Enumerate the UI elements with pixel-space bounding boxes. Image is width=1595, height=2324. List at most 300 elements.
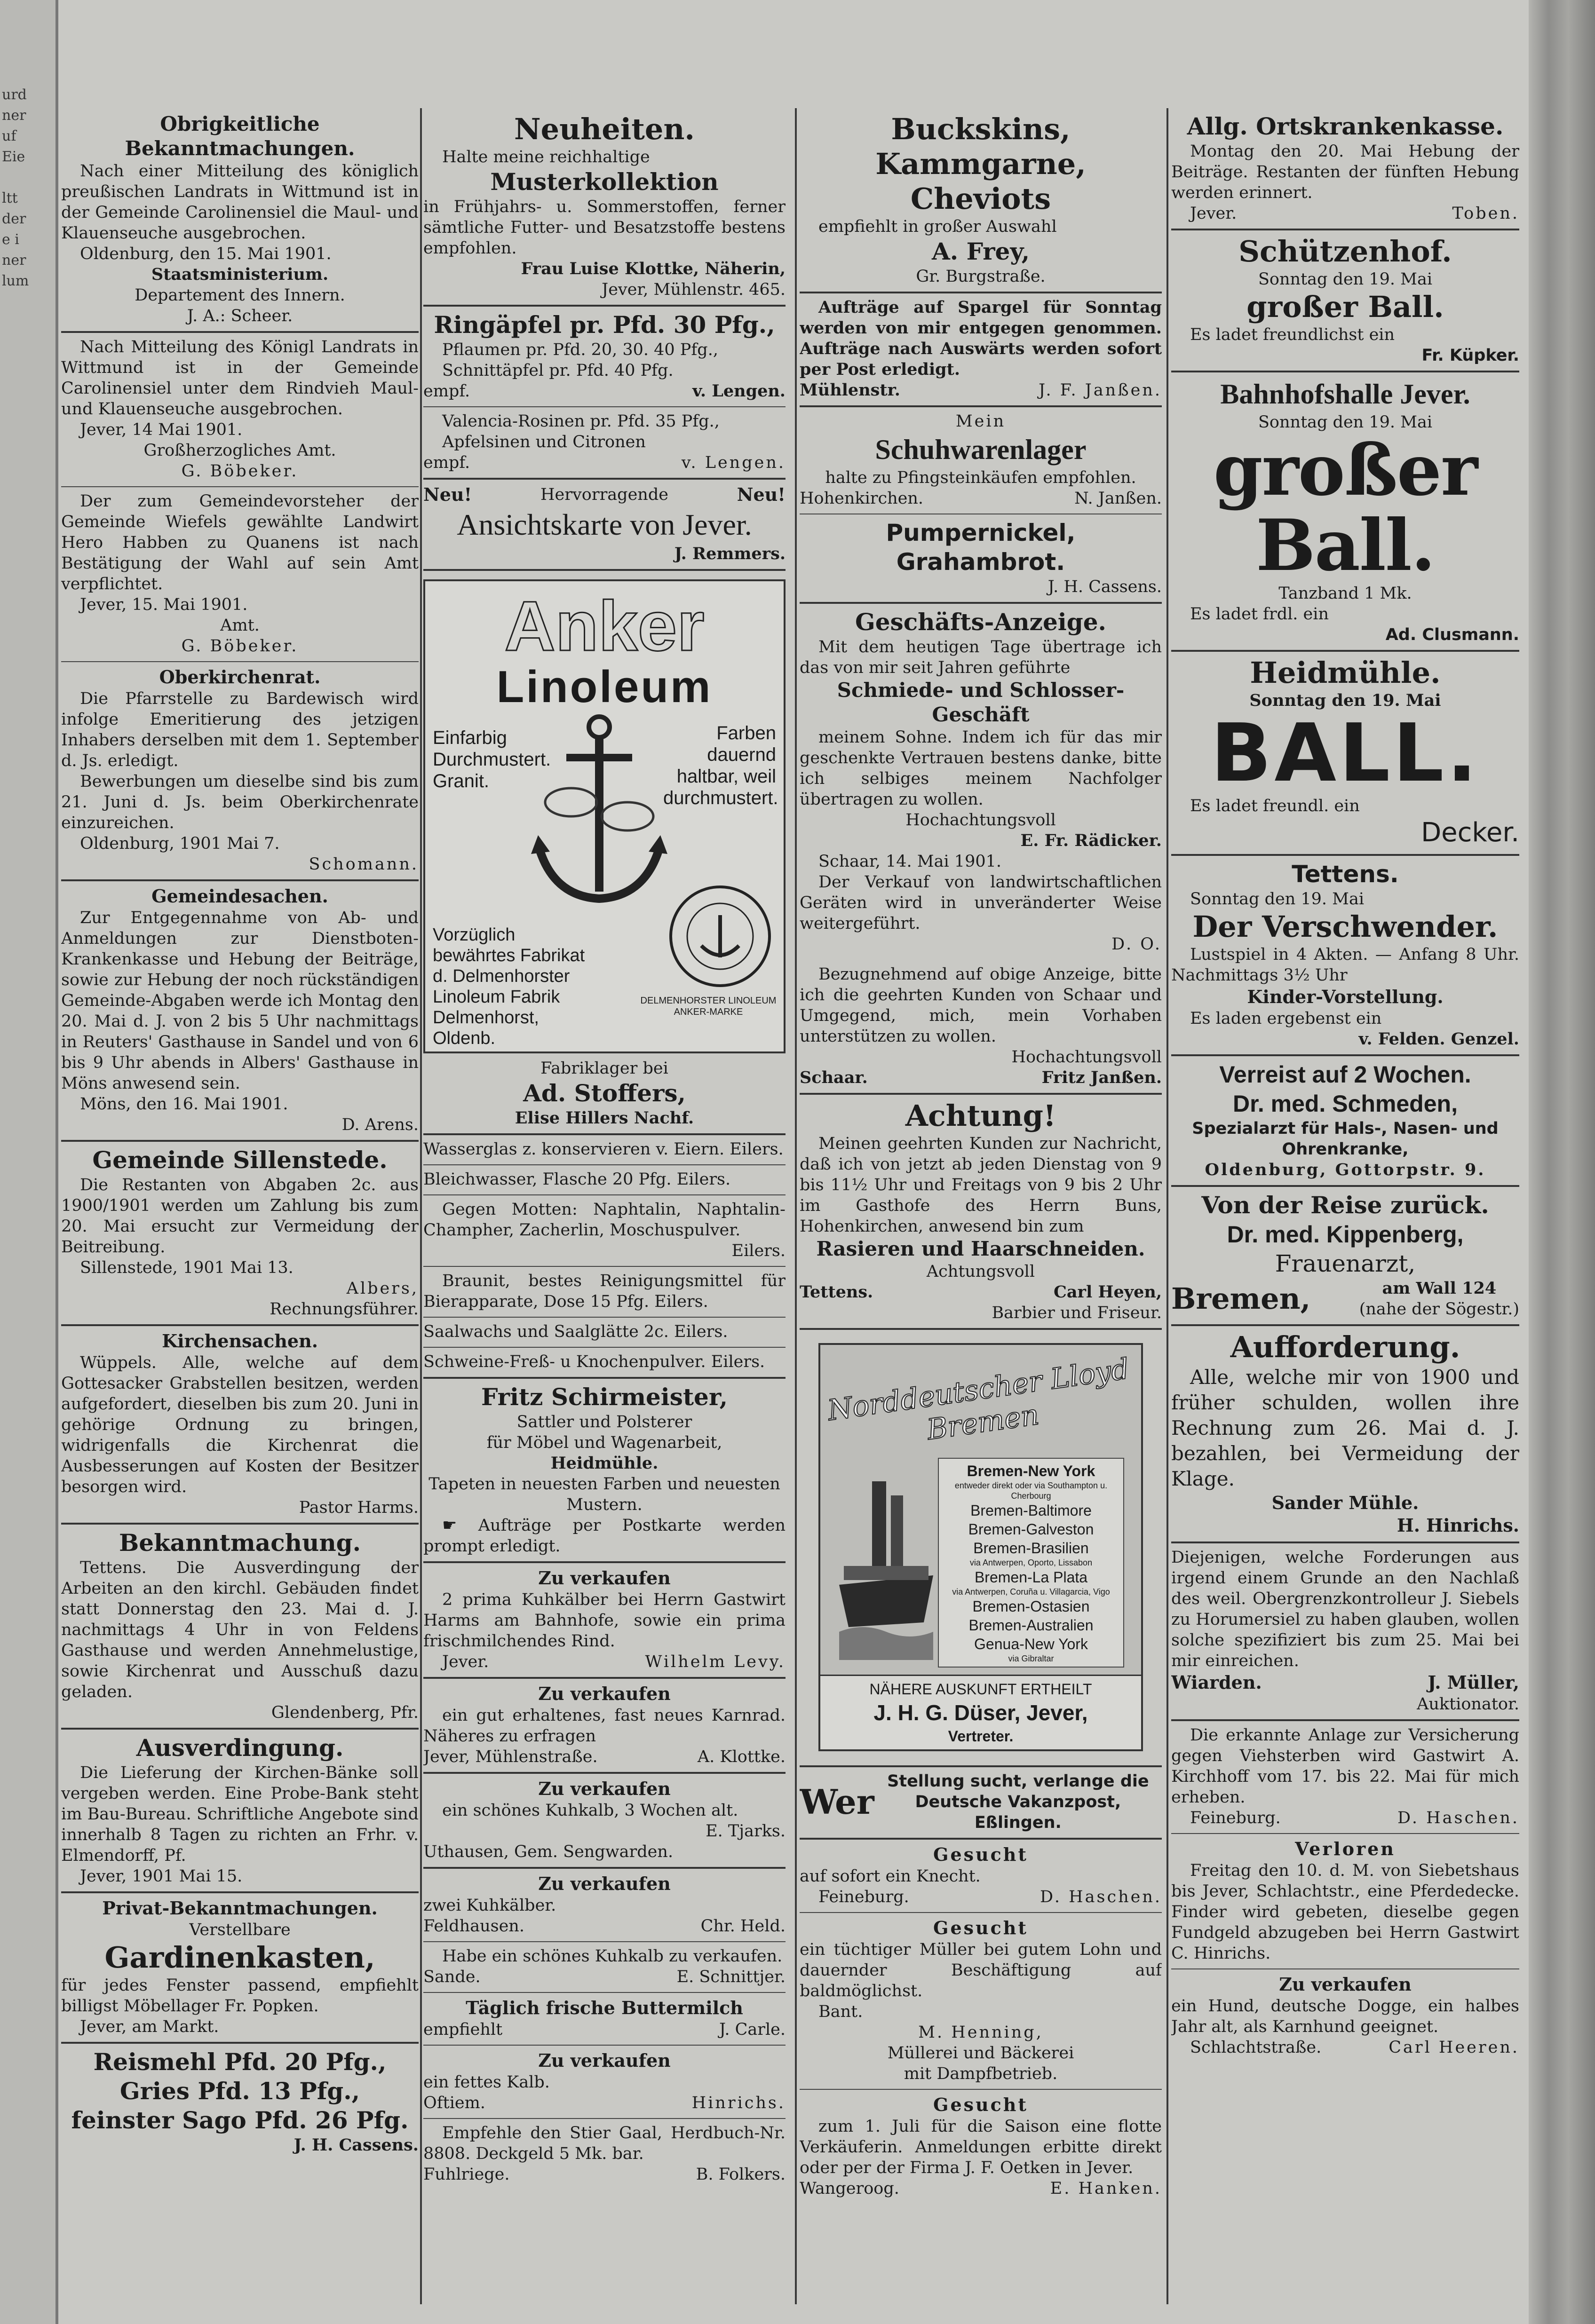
ad-place: Wangeroog.: [800, 2179, 899, 2198]
ad-buckskins: [800, 108, 1162, 293]
ad-signature: J. H. Cassens.: [1047, 577, 1162, 596]
ad-signature: Frau Luise Klottke, Näherin,: [521, 259, 786, 278]
route: Bremen-La Plata: [974, 1569, 1088, 1586]
ad-text: auf sofort ein Knecht.: [800, 1867, 981, 1886]
ad-schuhwarenlager: [800, 407, 1162, 514]
adjacent-page-fragment: uf: [2, 128, 16, 144]
ad-text: Alle, welche mir von 1900 und früher schulden, wollen ihre Rechnung zum 26. Mai d. J. bezahlen, bei Vermeidung der Klage.: [1171, 1366, 1519, 1490]
ad-title: Tettens.: [1292, 861, 1399, 888]
ad-address: Oldenburg, Gottorpstr. 9.: [1205, 1160, 1486, 1179]
ad-line: Reismehl Pfd. 20 Pfg.,: [93, 2048, 387, 2076]
page-stack-edge: [1529, 0, 1595, 2324]
ad-title: Zu verkaufen: [1279, 1974, 1412, 1995]
anchor-icon: [524, 713, 675, 910]
notice-signature: Glendenberg, Pfr.: [271, 1703, 419, 1722]
ad-text: ein schönes Kuhkalb, 3 Wochen alt.: [442, 1801, 738, 1820]
ad-tettens-theater: [1171, 856, 1519, 1056]
lloyd-footer-line: NÄHERE AUSKUNFT ERTHEILT: [869, 1681, 1092, 1698]
ad-name: Dr. med. Kippenberg,: [1227, 1221, 1464, 1248]
ad-title: Von der Reise zurück.: [1201, 1191, 1489, 1219]
ad-signature: H. Hinrichs.: [1397, 1515, 1519, 1536]
steamship-icon: [839, 1462, 933, 1660]
ad-signature: D. Haschen.: [1397, 1809, 1519, 1827]
ad-line: Valencia-Rosinen pr. Pfd. 35 Pfg.,: [442, 412, 720, 431]
route-note: via Antwerpen, Coruña u. Villagarcia, Vigo: [952, 1587, 1110, 1597]
section-title: Gemeindesachen.: [151, 885, 328, 907]
ad-line: Schnittäpfel pr. Pfd. 40 Pfg.: [442, 361, 674, 380]
lloyd-title: Norddeutscher Lloyd Bremen: [825, 1352, 1131, 1447]
ad-place: Sander Mühle.: [1271, 1492, 1419, 1513]
ad-signature: v. Felden. Genzel.: [1358, 1029, 1519, 1049]
notice-signature: Albers,: [346, 1279, 419, 1298]
ad-title-line: Buckskins,: [891, 112, 1071, 146]
route: Bremen-Brasilien: [973, 1540, 1089, 1557]
linoleum-right-text: Farben dauernd haltbar, weil durchmustert.: [663, 723, 778, 808]
ad-signature: Chr. Held.: [700, 1917, 786, 1936]
ad-pretext: Mein: [955, 412, 1006, 431]
ad-title: Neuheiten.: [514, 112, 695, 146]
ad-note-text: Aufträge per Postkarte werden prompt erledigt.: [423, 1516, 786, 1556]
route: Bremen-Ostasien: [972, 1598, 1090, 1615]
ad-eilers-5: [423, 1318, 786, 1348]
ad-place: Heidmühle.: [550, 1454, 659, 1473]
ad-play: Der Verschwender.: [1192, 909, 1498, 944]
ad-line: Schweine-Freß- u Knochenpulver. Eilers.: [423, 1352, 765, 1371]
adjacent-page-fragment: ltt: [2, 190, 18, 206]
ad-text: ein tüchtiger Müller bei gutem Lohn und dauernder Beschäftigung auf baldmöglichst.: [800, 1940, 1162, 2000]
ad-regards: Hochachtungsvoll: [1011, 1048, 1162, 1067]
ad-text: Es ladet freundl. ein: [1190, 797, 1360, 815]
ad-signature: M. Henning,: [918, 2023, 1043, 2042]
ad-neu-right: Neu!: [737, 484, 786, 505]
route: Bremen-Baltimore: [970, 1502, 1092, 1519]
ad-event: großer Ball.: [1213, 429, 1477, 587]
ad-address: am Wall 124: [1382, 1279, 1497, 1298]
ad-line: Gegen Motten: Naphtalin, Naphtalin-Champher, Zacherlin, Moschuspulver.: [423, 1200, 786, 1240]
ad-text: Die erkannte Anlage zur Versicherung gegen Viehsterben wird Gastwirt A. Kirchhoff vom 17. bis 22. Mai für mich erheben.: [1171, 1726, 1519, 1807]
ad-city: Bremen,: [1171, 1281, 1311, 1316]
ad-spec: Spezialarzt für Hals-, Nasen- und Ohrenkranke,: [1192, 1119, 1499, 1159]
anker-word: Anker: [504, 586, 705, 665]
notice-signature: G. Böbeker.: [181, 637, 299, 656]
ad-pretext: Halte meine reichhaltige: [442, 148, 650, 166]
adjacent-page-fragment: ner: [2, 107, 26, 124]
ad-vakanzpost: [800, 1767, 1162, 1840]
ad-kuhkalb-schnittjer: [423, 1942, 786, 1993]
ad-signature: Fr. Küpker.: [1421, 346, 1519, 365]
notice-wittmund: [61, 333, 419, 487]
ad-place: Jever, Mühlenstraße.: [423, 1747, 598, 1766]
ad-line: Gries Pfd. 13 Pfg.,: [119, 2077, 360, 2105]
notice-gemeindesachen: [61, 881, 419, 1142]
ad-gesucht-mueller: [800, 1913, 1162, 2090]
ad-line: Pflaumen pr. Pfd. 20, 30. 40 Pfg.,: [442, 340, 718, 359]
ad-text: Es ladet freundlichst ein: [1190, 325, 1395, 344]
ad-schuetzenhof: [1171, 230, 1519, 372]
ad-nachlass-siebels: [1171, 1543, 1519, 1721]
notice-ausverdingung: [61, 1730, 419, 1893]
section-title: Kirchensachen.: [162, 1330, 318, 1352]
ad-role: Barbier und Friseur.: [992, 1304, 1162, 1322]
ad-place: Wiarden.: [1171, 1672, 1262, 1693]
ad-achtung-friseur: [800, 1095, 1162, 1330]
ad-text: Meinen geehrten Kunden zur Nachricht, daß ich von jetzt ab jeden Dienstag von 9 bis 11½ Uhr und Freitags von 9 bis 2 Uhr im Gasthofe des Herrn Buns, Hohenkirchen, anwesend bin zum: [800, 1134, 1162, 1236]
column-rule: [420, 108, 422, 2304]
ad-text: Freitag den 10. d. M. von Siebetshaus bis Jever, Schlachtstr., eine Pferdedecke. Finder wird gebeten, dieselbe gegen Fundgeld abzugeben bei Herrn Gastwirt C. Hinrichs.: [1171, 1861, 1519, 1963]
column-1: [61, 108, 419, 2304]
ad-signature: J. H. Cassens.: [294, 2135, 419, 2155]
ad-title: Schuhwarenlager: [875, 434, 1087, 465]
ad-line: Braunit, bestes Reinigungsmittel für Bierapparate, Dose 15 Pfg. Eilers.: [423, 1272, 786, 1311]
ad-signature: J. F. Janßen.: [1039, 381, 1162, 400]
ad-signature: E. Fr. Rädicker.: [1020, 831, 1162, 850]
notice-date: Jever, 15. Mai 1901.: [80, 595, 248, 614]
notice-date: Sillenstede, 1901 Mai 13.: [80, 1258, 294, 1277]
ad-neuheiten: [423, 108, 786, 307]
ad-date: Sonntag den 19. Mai: [1249, 691, 1441, 710]
ad-business: Schmiede- und Schlosser-Geschäft: [837, 679, 1125, 726]
route-note: via Gibraltar: [1008, 1654, 1054, 1663]
ad-place: Jever.: [1190, 204, 1237, 223]
ad-ringaepfel: [423, 307, 786, 407]
column-4: [1171, 108, 1519, 2304]
ad-kippenberg: [1171, 1187, 1519, 1326]
lloyd-agent-role: Vertreter.: [948, 1728, 1014, 1745]
column-rule: [795, 108, 797, 2304]
ad-pretext: Verstellbare: [189, 1921, 291, 1939]
ad-title: Zu verkaufen: [538, 1778, 671, 1799]
ad-signature-line: mit Dampfbetrieb.: [904, 2064, 1058, 2083]
ad-product: Musterkollektion: [490, 168, 719, 196]
ad-verloren: [1171, 1834, 1519, 1969]
ad-date: Schaar, 14. Mai 1901.: [818, 852, 1001, 871]
ad-text: Bezugnehmend auf obige Anzeige, bitte ich die geehrten Kunden von Schaar und Umgegend, mich, mein Vorhaben unterstützen zu wollen.: [800, 965, 1162, 1046]
ad-spec: Frauenarzt,: [1275, 1250, 1416, 1277]
ad-title: Geschäfts-Anzeige.: [855, 608, 1106, 636]
ad-text: 2 prima Kuhkälber bei Herrn Gastwirt Harms am Bahnhofe, sowie ein prima frischmilchendes Rind.: [423, 1590, 786, 1651]
ad-place: Oftiem.: [423, 2094, 485, 2112]
ad-pumpernickel: [800, 514, 1162, 604]
notice-bekanntmachung: [61, 1525, 419, 1730]
ad-eilers-1: [423, 1135, 786, 1165]
ad-signature: v. Lengen.: [681, 453, 786, 472]
notice-date: Oldenburg, 1901 Mai 7.: [80, 834, 280, 853]
ad-signature: B. Folkers.: [696, 2165, 786, 2184]
section-title: Oberkirchenrat.: [159, 666, 321, 688]
ad-signature: E. Tjarks.: [706, 1822, 786, 1841]
notice-text: Die Pfarrstelle zu Bardewisch wird infolge Emeritierung des jetzigen Inhabers derselben mit dem 1. September d. Js. erledigt.: [61, 689, 419, 770]
ad-geschaefts-anzeige: [800, 604, 1162, 1095]
notice-sillenstede: [61, 1142, 419, 1326]
notice-text: Der zum Gemeindevorsteher der Gemeinde Wiefels gewählte Landwirt Hero Habben zu Quanens ist nach Bestätigung der Wahl auf sein Amt verpflichtet.: [61, 492, 419, 593]
ad-text: Deutsche Vakanzpost, Eßlingen.: [915, 1793, 1121, 1832]
adjacent-page-fragment: Eie: [2, 149, 25, 165]
lloyd-agent: J. H. G. Düser, Jever,: [873, 1700, 1088, 1725]
ad-text: zum 1. Juli für die Saison eine flotte Verkäuferin. Anmeldungen erbitte direkt oder per der Firma J. F. Oetken in Jever.: [800, 2117, 1162, 2177]
ad-regards: Achtungsvoll: [926, 1262, 1035, 1281]
notice-oberkirchenrat: [61, 662, 419, 881]
ad-schmeden: [1171, 1056, 1519, 1187]
linoleum-left-text: Einfarbig Durchmustert. Granit.: [433, 727, 551, 791]
ad-eilers-2: [423, 1165, 786, 1195]
notice-signature: J. A.: Scheer.: [187, 307, 293, 325]
ad-place: Schaar.: [800, 1068, 868, 1087]
ad-title: Gesucht: [933, 1917, 1028, 1938]
ad-title-line: Grahambrot.: [896, 548, 1065, 576]
ad-text: in Frühjahrs- u. Sommerstoffen, ferner sämtliche Futter- und Besatzstoffe bestens empfohlen.: [423, 198, 786, 258]
section-title: Obrigkeitliche Bekanntmachungen.: [125, 112, 355, 160]
ad-cassens-grocery: [61, 2044, 419, 2160]
ad-ortskrankenkasse: [1171, 108, 1519, 230]
ad-text: Montag den 20. Mai Hebung der Beiträge. Restanten der fünften Hebung werden erinnert.: [1171, 142, 1519, 202]
ad-title: Verreist auf 2 Wochen.: [1219, 1061, 1471, 1088]
ad-hund-zu-verkaufen: [1171, 1969, 1519, 2063]
ad-title: Zu verkaufen: [538, 1567, 671, 1589]
ad-title-line: Cheviots: [910, 182, 1051, 216]
notice-authority: Staatsministerium.: [151, 265, 329, 284]
ad-place: Feineburg.: [1190, 1809, 1281, 1827]
adjacent-page-fragment: urd: [2, 87, 27, 103]
notice-text: Bewerbungen um dieselbe sind bis zum 21. Juni d. Js. beim Oberkirchenrate einzureichen.: [61, 772, 419, 832]
section-title: Privat-Bekanntmachungen.: [102, 1897, 378, 1919]
notice-date: Jever, 14 Mai 1901.: [80, 420, 243, 439]
ad-eilers-6: [423, 1348, 786, 1379]
ad-bahnhofshalle: [1171, 372, 1519, 652]
ad-signature: E. Schnittjer.: [676, 1968, 786, 1986]
ad-place: Jever, Mühlenstr. 465.: [602, 280, 786, 299]
notice-text: Nach Mitteilung des Königl Landrats in Wittmund ist in der Gemeinde Carolinensiel unter dem Rindvieh Maul- und Klauenseuche ausgebrochen.: [61, 338, 419, 419]
section-title: Ausverdingung.: [136, 1734, 344, 1762]
ad-event: großer Ball.: [1246, 290, 1444, 324]
ad-text: zwei Kuhkälber.: [423, 1896, 556, 1915]
lloyd-routes: [938, 1458, 1124, 1668]
ad-signature: Eilers.: [731, 1241, 786, 1260]
ad-product: Gardinenkasten,: [104, 1940, 375, 1975]
section-title: Bekanntmachung.: [119, 1529, 361, 1557]
ad-firm: A. Frey,: [931, 237, 1030, 265]
ad-signature: J. Müller,: [1428, 1672, 1519, 1693]
ad-text: Lustspiel in 4 Akten. — Anfang 8 Uhr. Nachmittags 3½ Uhr: [1171, 945, 1519, 985]
ad-service: Rasieren und Haarschneiden.: [816, 1237, 1145, 1260]
ad-title: Heidmühle.: [1250, 656, 1441, 690]
ad-buttermilch: [423, 1993, 786, 2046]
ad-wer: Wer: [800, 1782, 874, 1822]
ad-stier-gaal: [423, 2119, 786, 2190]
route: Bremen-Galveston: [968, 1521, 1094, 1538]
ad-text: Mit dem heutigen Tage übertrage ich das von mir seit Jahren geführte: [800, 638, 1162, 677]
ad-date: Sonntag den 19. Mai: [1190, 890, 1365, 909]
ad-text: empfiehlt in großer Auswahl: [818, 217, 1057, 236]
adjacent-page-fragment: ner: [2, 252, 26, 269]
notice-department: Departement des Innern.: [135, 286, 345, 305]
ad-empf: empf.: [423, 382, 470, 401]
ad-pretext: Hervorragende: [540, 485, 668, 504]
ad-place: Tettens.: [800, 1282, 873, 1302]
ad-viehsterben: [1171, 1721, 1519, 1834]
ad-date: Sonntag den 19. Mai: [1258, 270, 1433, 289]
ad-title: Aufforderung.: [1230, 1330, 1460, 1364]
notice-text: Nach einer Mitteilung des königlich preußischen Landrats in Wittmund ist in der Gemeinde Carolinensiel die Maul- und Klauenseuche ausgebrochen.: [61, 162, 419, 243]
ad-place: Jever.: [442, 1652, 489, 1671]
ad-title: Gesucht: [933, 1844, 1028, 1865]
notice-kirchensachen: [61, 1326, 419, 1525]
lloyd-illustration: [818, 1343, 1143, 1751]
ad-signature: Ad. Clusmann.: [1385, 625, 1519, 644]
ad-title: Verloren: [1295, 1838, 1396, 1859]
ad-event: BALL.: [1210, 707, 1480, 800]
notice-signature: G. Böbeker.: [181, 462, 299, 481]
ad-text: Der Verkauf von landwirtschaftlichen Geräten wird in unveränderter Weise weitergeführt.: [800, 873, 1162, 933]
ad-title: Allg. Ortskrankenkasse.: [1187, 112, 1504, 140]
ad-text: Tanzband 1 Mk.: [1278, 584, 1412, 603]
ad-place: Feldhausen.: [423, 1917, 524, 1936]
ad-line: Apfelsinen und Citronen: [442, 433, 646, 451]
ad-text: Stellung sucht, verlange die: [887, 1772, 1149, 1791]
ad-firm-sub: Elise Hillers Nachf.: [515, 1108, 694, 1128]
ad-signature: Fritz Janßen.: [1041, 1068, 1162, 1087]
ad-valencia-rosinen: [423, 407, 786, 480]
anker-linoleum-illustration: [423, 579, 786, 1053]
notice-gemeindevorsteher: [61, 487, 419, 662]
ad-neu-left: Neu!: [423, 484, 472, 505]
ad-line: für Möbel und Wagenarbeit,: [486, 1433, 722, 1452]
ad-empf: empf.: [423, 453, 470, 472]
column-rule: [1166, 108, 1168, 2304]
ad-role: Auktionator.: [1417, 1695, 1519, 1714]
route: Genua-New York: [974, 1636, 1088, 1652]
notice-maul-klauenseuche: [61, 108, 419, 333]
notice-text: Zur Entgegennahme von Ab- und Anmeldungen zur Dienstboten-Krankenkasse und Hebung der Beiträge, sowie zur Hebung der noch rückständigen Gemeinde-Abgaben werde ich Montag den 20. Mai d. J. von 2 bis 5 Uhr nachmittags in Reuters' Gasthause in Sandel und von 6 bis 9 Uhr abends in Albers' Gasthause in Möns anwesend sein.: [61, 909, 419, 1093]
ad-title: Täglich frische Buttermilch: [466, 1997, 743, 2018]
ad-aufforderung: [1171, 1326, 1519, 1543]
ad-text: meinem Sohne. Indem ich für das mir geschenkte Vertrauen bestens danke, bitte ich selbiges meinem Nachfolger übertragen zu wollen.: [800, 728, 1162, 809]
notice-authority: Großherzogliches Amt.: [143, 441, 336, 460]
ad-pretext: Fabriklager bei: [540, 1059, 668, 1078]
ad-signature: Carl Heyen,: [1053, 1282, 1162, 1302]
lloyd-footer: [820, 1675, 1141, 1749]
ad-line: Sattler und Polsterer: [516, 1413, 692, 1431]
ad-zu-verkaufen-klottke: [423, 1679, 786, 1774]
ad-date: Sonntag den 19. Mai: [1258, 413, 1433, 432]
ad-spargel: [800, 293, 1162, 407]
notice-authority: Amt.: [220, 616, 260, 635]
ad-signature: Toben.: [1452, 204, 1519, 223]
ad-text: Aufträge auf Spargel für Sonntag werden von mir entgegen genommen. Aufträge nach Auswärts werden sofort per Post erledigt.: [800, 298, 1162, 379]
column-3: [800, 108, 1162, 2304]
ad-signature: Wilhelm Levy.: [645, 1652, 786, 1671]
ad-gesucht-knecht: [800, 1840, 1162, 1913]
ad-text: Es ladet frdl. ein: [1190, 605, 1329, 624]
ad-line: Saalwachs und Saalglätte 2c. Eilers.: [423, 1322, 728, 1341]
ad-text: Tapeten in neuesten Farben und neuesten Mustern.: [429, 1475, 780, 1514]
notice-signature: Schomann.: [309, 855, 419, 874]
ad-text: Habe ein schönes Kuhkalb zu verkaufen.: [442, 1947, 783, 1966]
notice-text: Tettens. Die Ausverdingung der Arbeiten an den kirchl. Gebäuden findet statt Donnerstag den 23. Mai d. J. nachmittags 4 Uhr in von Feldens Gasthause und werden Annehmelustige, sowie Kirchenrat und Ausschuß dazu geladen.: [61, 1558, 419, 1701]
ad-signature-line: Müllerei und Bäckerei: [887, 2044, 1074, 2063]
ad-gesucht-verkaeuferin: [800, 2090, 1162, 2204]
ad-title: Fritz Schirmeister,: [481, 1383, 728, 1411]
notice-signature: D. Arens.: [341, 1115, 419, 1134]
ad-signature: Decker.: [1421, 817, 1519, 848]
ad-title: Zu verkaufen: [538, 1683, 671, 1704]
ad-place: Bant.: [818, 2002, 863, 2021]
ad-ansichtskarte: [423, 480, 786, 571]
ad-text: halte zu Pfingsteinkäufen empfohlen.: [825, 468, 1136, 487]
ad-title: Achtung!: [905, 1099, 1056, 1133]
adjacent-page-fragment: e i: [2, 231, 19, 248]
ad-eilers-3: [423, 1195, 786, 1267]
notice-text: Die Lieferung der Kirchen-Bänke soll vergeben werden. Eine Probe-Bank steht im Bau-Bureau. Schriftliche Angebote sind innerhalb 8 Tagen zu richten an Frhr. v. Elmendorff, Pf.: [61, 1763, 419, 1865]
notice-text: Die Restanten von Abgaben 2c. aus 1900/1901 werden um Zahlung bis zum 20. Mai ersucht zur Vermeidung der Beitreibung.: [61, 1176, 419, 1257]
ad-signature: N. Janßen.: [1074, 489, 1162, 508]
seal-text: DELMENHORSTER LINOLEUM ANKER-MARKE: [640, 996, 777, 1017]
ad-place: Feineburg.: [818, 1888, 909, 1906]
ad-line: feinster Sago Pfd. 26 Pfg.: [71, 2106, 409, 2134]
ad-norddeutscher-lloyd: [800, 1330, 1162, 1767]
ad-text: für jedes Fenster passend, empfiehlt billigst Möbellager Fr. Popken.: [61, 1976, 419, 2016]
ad-place: Fuhlriege.: [423, 2165, 510, 2184]
ad-gardinenkasten: [61, 1893, 419, 2044]
ad-zu-verkaufen-hinrichs: [423, 2046, 786, 2119]
notice-date: Oldenburg, den 15. Mai 1901.: [80, 245, 332, 263]
adjacent-page-edge: [0, 0, 58, 2324]
ad-empf: empfiehlt: [423, 2020, 503, 2039]
ad-title: Schützenhof.: [1238, 234, 1452, 269]
ad-signature: Hinrichs.: [691, 2094, 786, 2112]
ad-address-note: (nahe der Sögestr.): [1359, 1300, 1519, 1319]
ad-place: Schlachtstraße.: [1190, 2038, 1322, 2057]
ad-text: ein Hund, deutsche Dogge, ein halbes Jahr alt, als Karnhund geeignet.: [1171, 1997, 1519, 2036]
adjacent-page-text: [0, 0, 56, 292]
ad-signature: J. Remmers.: [674, 544, 786, 563]
route: Bremen-Australien: [968, 1617, 1094, 1634]
ad-signature: v. Lengen.: [692, 381, 786, 401]
notice-date: Jever, 1901 Mai 15.: [80, 1867, 243, 1886]
ad-signature: D. O.: [1111, 935, 1162, 954]
column-2: [423, 108, 786, 2304]
ad-place: Mühlenstr.: [800, 380, 900, 400]
ad-signature: D. Haschen.: [1040, 1888, 1162, 1906]
adjacent-page-fragment: der: [2, 211, 26, 227]
ad-signature: J. Carle.: [719, 2020, 786, 2039]
section-title: Gemeinde Sillenstede.: [92, 1146, 388, 1174]
ad-firm: Ad. Stoffers,: [523, 1079, 686, 1107]
ad-text: Empfehle den Stier Gaal, Herdbuch-Nr. 8808. Deckgeld 5 Mk. bar.: [423, 2124, 786, 2163]
ad-place: Jever, am Markt.: [80, 2017, 219, 2036]
ad-product: Ansichtskarte von Jever.: [457, 508, 752, 541]
ad-signature: A. Klottke.: [697, 1747, 786, 1766]
ad-address-group: [1359, 1278, 1519, 1320]
ad-eilers-4: [423, 1267, 786, 1318]
ad-text: ein fettes Kalb.: [423, 2073, 550, 2092]
linoleum-bottom-text: Vorzüglich bewährtes Fabrikat d. Delmenhorster Linoleum Fabrik Delmenhorst, Oldenb.: [433, 925, 585, 1048]
ad-text: ein gut erhaltenes, fast neues Karnrad. Näheres zu erfragen: [423, 1706, 786, 1746]
ad-zu-verkaufen-levy: [423, 1563, 786, 1679]
ad-text: Es laden ergebenst ein: [1190, 1009, 1382, 1028]
ad-title: Ringäpfel pr. Pfd. 30 Pfg.,: [434, 311, 775, 339]
ad-title: Zu verkaufen: [538, 1873, 671, 1894]
ad-line: Wasserglas z. konservieren v. Eiern. Eilers.: [423, 1140, 784, 1159]
adjacent-page-fragment: lum: [2, 273, 29, 289]
route-note: via Antwerpen, Oporto, Lissabon: [969, 1558, 1093, 1567]
ad-zu-verkaufen-held: [423, 1869, 786, 1942]
ad-title-line: Pumpernickel,: [886, 519, 1076, 546]
ad-title: Zu verkaufen: [538, 2050, 671, 2071]
notice-date: Möns, den 16. Mai 1901.: [80, 1095, 288, 1114]
ad-regards: Hochachtungsvoll: [905, 811, 1056, 830]
notice-text: Wüppels. Alle, welche auf dem Gottesacker Grabstellen besitzen, werden aufgefordert, dieselben bis zum 20. Juni in gehörige Ordnung zu bringen, widrigenfalls die Kirchenrat die Ausbesserungen auf Kosten der Besitzer besorgen wird.: [61, 1353, 419, 1496]
ad-place: Uthausen, Gem. Sengwarden.: [423, 1842, 674, 1861]
